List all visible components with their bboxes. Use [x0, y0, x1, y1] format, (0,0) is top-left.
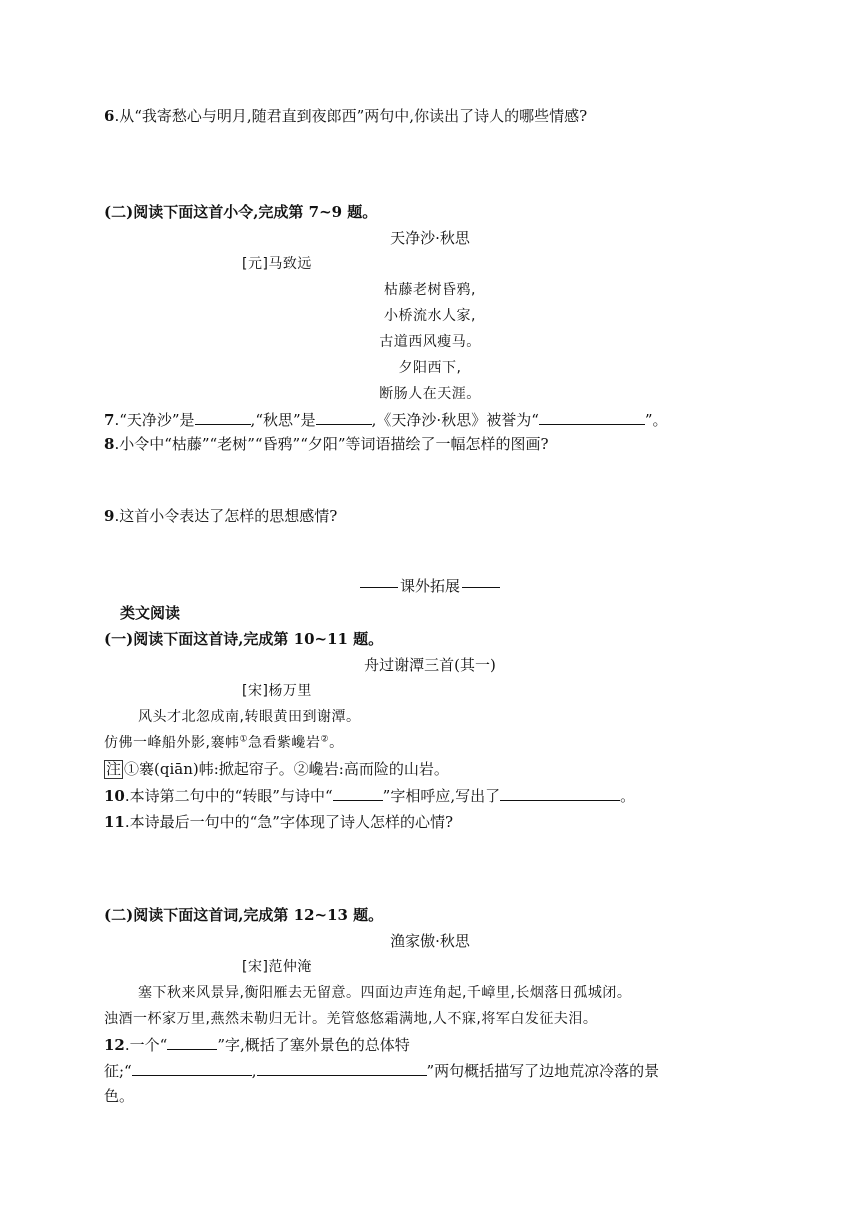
question-text: .这首小令表达了怎样的思想感情? [114, 507, 338, 525]
poem-line: 枯藤老树昏鸦, [384, 282, 476, 298]
answer-blank[interactable] [257, 1061, 427, 1076]
annotation [104, 759, 449, 779]
question-10 [104, 786, 635, 806]
poem-author: [宋]杨万里 [242, 683, 312, 699]
poem-text: 。 [329, 735, 344, 751]
poem-author: [宋]范仲淹 [242, 959, 312, 975]
question-text: ”两句概括描写了边地荒凉冷落的景 [426, 1062, 660, 1080]
note-text: ①褰(qiān)帏:掀起帘子。②巉岩:高而险的山岩。 [124, 760, 449, 778]
question-7 [104, 410, 668, 430]
question-text: ”字,概括了塞外景色的总体特 [217, 1036, 410, 1054]
question-text: 。 [620, 787, 636, 805]
poem-text: 仿佛一峰船外影,褰帏 [104, 735, 240, 751]
question-text: , [251, 1062, 257, 1080]
poem-title: 渔家傲·秋思 [390, 932, 470, 950]
question-text: .一个“ [124, 1036, 168, 1054]
footnote-marker: ② [320, 734, 330, 745]
question-text: ”。 [644, 411, 668, 429]
question-text: 征;“ [104, 1062, 132, 1080]
question-number: 7 [104, 411, 115, 429]
section-intro: (二)阅读下面这首小令,完成第 7~9 题。 [104, 203, 378, 221]
question-11 [104, 812, 453, 832]
answer-blank[interactable] [132, 1061, 252, 1076]
answer-blank[interactable] [333, 786, 383, 801]
poem-title: 天净沙·秋思 [390, 229, 470, 247]
question-number: 8 [104, 435, 115, 453]
question-text: .从“我寄愁心与明月,随君直到夜郎西”两句中,你读出了诗人的哪些情感? [114, 107, 588, 125]
poem-title: 舟过谢潭三首(其一) [364, 656, 496, 674]
question-number: 9 [104, 507, 115, 525]
poem-line: 塞下秋来风景异,衡阳雁去无留意。四面边声连角起,千嶂里,长烟落日孤城闭。 [138, 985, 632, 1001]
footnote-marker: ① [239, 734, 249, 745]
question-text: .小令中“枯藤”“老树”“昏鸦”“夕阳”等词语描绘了一幅怎样的图画? [114, 435, 549, 453]
question-12 [104, 1035, 410, 1055]
section-title [0, 576, 860, 596]
poem-author: [元]马致远 [242, 256, 312, 272]
section-title-text: 课外拓展 [399, 577, 460, 595]
answer-blank[interactable] [500, 786, 620, 801]
answer-blank[interactable] [316, 410, 372, 425]
answer-blank[interactable] [195, 410, 251, 425]
poem-line: 古道西风瘦马。 [379, 334, 481, 350]
question-12-continued [104, 1061, 659, 1081]
poem-line: 断肠人在天涯。 [379, 386, 481, 402]
question-text: ,《天净沙·秋思》被誉为“ [371, 411, 539, 429]
answer-blank[interactable] [167, 1035, 217, 1050]
title-rule-right [462, 587, 500, 588]
question-text: .本诗最后一句中的“急”字体现了诗人怎样的心情? [124, 813, 454, 831]
poem-line: 夕阳西下, [398, 360, 462, 376]
question-text: .本诗第二句中的“转眼”与诗中“ [124, 787, 333, 805]
question-text: .“天净沙”是 [114, 411, 195, 429]
question-6 [104, 106, 587, 126]
question-number: 6 [104, 107, 115, 125]
question-number: 10 [104, 787, 125, 805]
title-rule-left [360, 587, 398, 588]
section-intro: (一)阅读下面这首诗,完成第 10~11 题。 [104, 630, 384, 648]
poem-line [104, 733, 344, 753]
answer-blank[interactable] [539, 410, 645, 425]
question-text: ,“秋思”是 [250, 411, 316, 429]
poem-line: 风头才北忽成南,转眼黄田到谢潭。 [138, 709, 361, 725]
question-12-end: 色。 [104, 1087, 135, 1105]
poem-line: 小桥流水人家, [384, 308, 476, 324]
sub-heading: 类文阅读 [120, 604, 181, 622]
question-text: ”字相呼应,写出了 [382, 787, 501, 805]
poem-line: 浊酒一杯家万里,燕然未勒归无计。羌管悠悠霜满地,人不寐,将军白发征夫泪。 [104, 1011, 598, 1027]
question-number: 12 [104, 1036, 125, 1054]
note-label: 注 [106, 760, 122, 778]
section-intro: (二)阅读下面这首词,完成第 12~13 题。 [104, 906, 384, 924]
question-9 [104, 506, 337, 526]
question-number: 11 [104, 813, 125, 831]
question-8 [104, 434, 549, 454]
poem-text: 急看紫巉岩 [248, 735, 321, 751]
